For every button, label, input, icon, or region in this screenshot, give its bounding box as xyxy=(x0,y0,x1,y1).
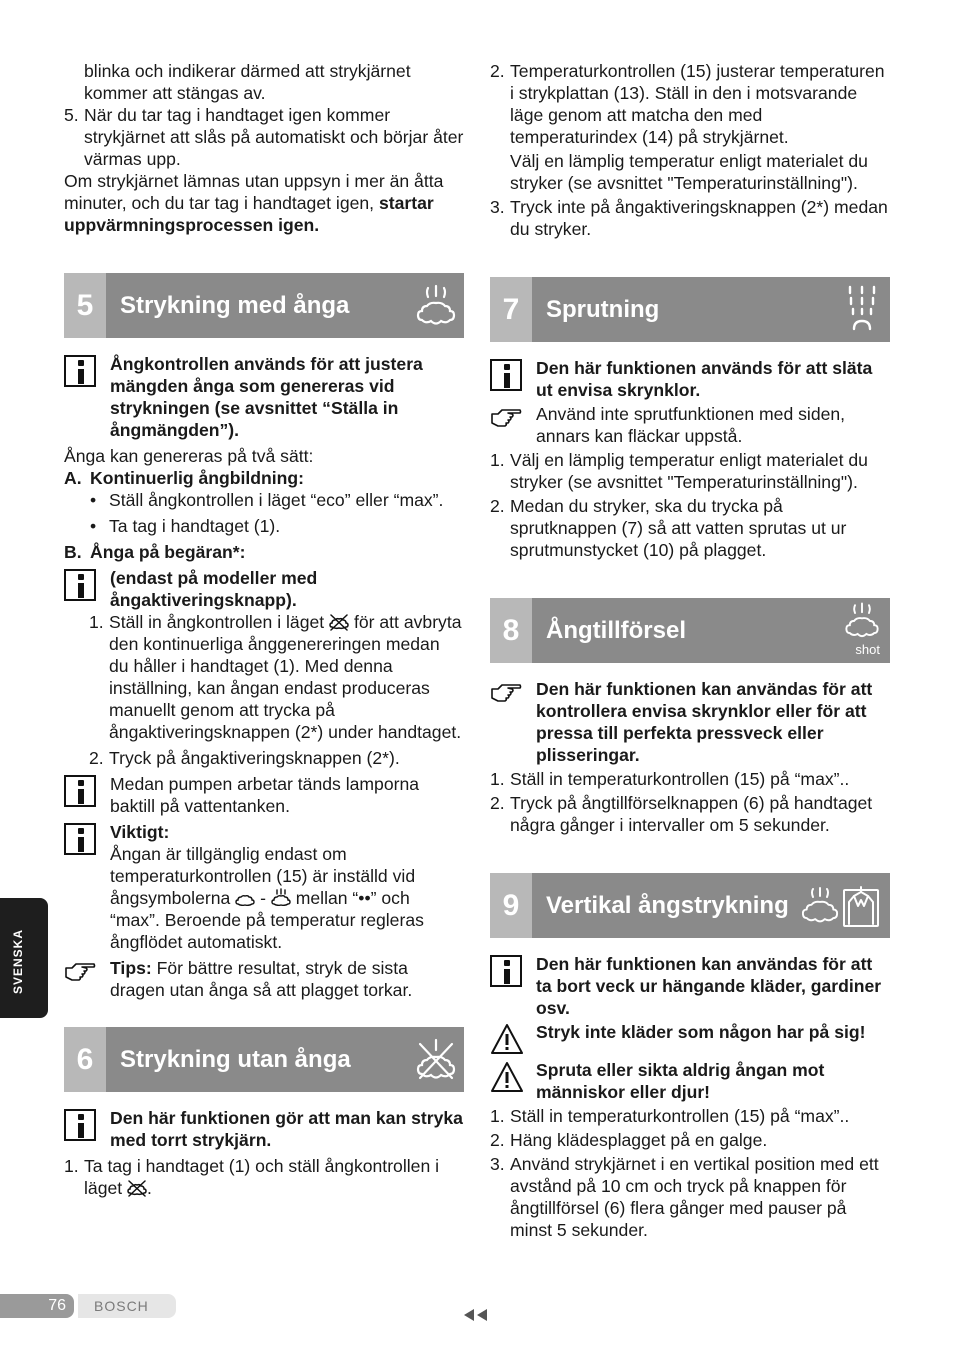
section-header-8 xyxy=(490,598,890,663)
section-header-5 xyxy=(64,273,464,338)
steam-small-icon xyxy=(235,890,255,906)
info-icon xyxy=(64,1109,96,1141)
section-title: Strykning utan ånga xyxy=(120,1046,351,1073)
list-text: Ta tag i handtaget (1) och ställ ångkontrollen i läget xyxy=(84,1156,440,1198)
right-column xyxy=(490,60,890,1241)
list-number: 1. xyxy=(89,612,104,632)
section-number: 6 xyxy=(64,1027,106,1092)
left-column xyxy=(64,60,464,1199)
subheading-letter: B. xyxy=(64,542,82,562)
spray-icon xyxy=(842,283,882,333)
warning-text: Stryk inte kläder som någon har på sig! xyxy=(536,1022,866,1042)
list-number: 2. xyxy=(490,793,505,813)
info-note xyxy=(490,357,890,401)
list-item xyxy=(490,449,890,493)
intro-list-item xyxy=(490,60,890,148)
list-number: 1. xyxy=(490,450,505,470)
info-note xyxy=(64,567,464,611)
note-text: Medan pumpen arbetar tänds lamporna baktill på vattentanken. xyxy=(110,774,420,816)
tip-note xyxy=(490,678,890,766)
info-icon xyxy=(64,823,96,855)
bullet-item xyxy=(64,489,464,511)
tip-text: För bättre resultat, stryk de sista dragen utan ånga så att plagget torkar. xyxy=(110,958,413,1000)
info-note xyxy=(64,821,464,953)
steam-shot-icon xyxy=(842,600,882,640)
list-text: Medan du stryker, ska du trycka på sprutknappen (7) så att vatten sprutas ut ur sprutmunstycket (10) på plagget. xyxy=(510,496,847,560)
pointing-hand-icon xyxy=(490,406,522,428)
brand-label: BOSCH xyxy=(78,1294,176,1318)
info-icon xyxy=(64,355,96,387)
note-text: (endast på modeller med ångaktiveringsknapp). xyxy=(110,568,318,610)
list-text: . xyxy=(147,1178,152,1198)
list-item xyxy=(64,1155,464,1199)
note-text: Ångkontrollen används för att justera mängden ånga som genereras vid strykningen (se avsnittet “Ställa in ångmängden”). xyxy=(110,354,423,440)
intro-continuation: Välj en lämplig temperatur enligt materialet du stryker (se avsnittet "Temperaturinställning"). xyxy=(510,151,868,193)
bullet-dot: • xyxy=(90,516,97,536)
tip-note xyxy=(490,403,890,447)
list-number: 3. xyxy=(490,197,505,217)
list-number: 2. xyxy=(490,61,505,81)
list-item xyxy=(490,1129,890,1151)
note-text: - xyxy=(260,888,266,908)
steam-large-icon xyxy=(271,888,291,906)
note-text: Ångan är tillgänglig endast om temperaturkontrollen (15) är inställd vid ångsymbolerna xyxy=(110,844,416,908)
subheading-b xyxy=(64,541,464,563)
list-text: Temperaturkontrollen (15) justerar temperaturen i strykplattan (13). Ställ in den i motsvarande läge genom att matcha den med temperaturindex (14) på strykjärnet. xyxy=(510,61,885,147)
list-text: Häng klädesplagget på en galge. xyxy=(510,1130,768,1150)
list-text: Använd strykjärnet i en vertikal position med ett avstånd på 10 cm och tryck på knappen för ångtillförsel (6) flera gånger med pauser på minst 5 sekunder. xyxy=(510,1154,879,1240)
list-item xyxy=(64,611,464,743)
list-number: 5. xyxy=(64,105,79,125)
no-steam-icon xyxy=(329,613,349,631)
bullet-text: Ta tag i handtaget (1). xyxy=(109,516,281,536)
list-item xyxy=(490,1105,890,1127)
tip-note xyxy=(64,957,464,1001)
section-title: Strykning med ånga xyxy=(120,292,350,319)
list-number: 2. xyxy=(89,748,104,768)
list-text: Ställ in temperaturkontrollen (15) på “max”.. xyxy=(510,769,850,789)
section-number: 5 xyxy=(64,273,106,338)
back-arrows-icon[interactable] xyxy=(462,1308,490,1322)
bullet-dot: • xyxy=(90,490,97,510)
note-title: Viktigt: xyxy=(110,822,170,842)
info-note xyxy=(64,773,464,817)
no-steam-icon xyxy=(416,1036,456,1082)
paragraph-bold-text: startar uppvärmningsprocessen igen. xyxy=(64,193,434,235)
note-text: Den här funktionen gör att man kan stryka med torrt strykjärn. xyxy=(110,1108,463,1150)
subheading-text: Kontinuerlig ångbildning: xyxy=(90,468,305,488)
paragraph-text: Om strykjärnet lämnas utan uppsyn i mer än åtta minuter, och du tar tag i handtaget igen, xyxy=(64,171,444,213)
pointing-hand-icon xyxy=(490,681,522,703)
list-number: 1. xyxy=(490,769,505,789)
warning-text: Spruta eller sikta aldrig ångan mot människor eller djur! xyxy=(536,1060,825,1102)
info-note xyxy=(64,353,464,441)
info-note xyxy=(490,953,890,1019)
bullet-text: Ställ ångkontrollen i läget “eco” eller “max”. xyxy=(109,490,444,510)
language-label: SVENSKA xyxy=(11,928,25,994)
section-number: 9 xyxy=(490,873,532,938)
note-text: Den här funktionen kan användas för att kontrollera envisa skrynklor eller för att pressa till perfekta pressveck eller plisseringar. xyxy=(536,679,873,765)
info-icon xyxy=(64,775,96,807)
note-text: Den här funktionen kan användas för att ta bort veck ur hängande kläder, gardiner osv. xyxy=(536,954,882,1018)
note-text: mellan “••” och “max”. Beroende på temperatur regleras ångflödet automatiskt. xyxy=(110,888,424,952)
list-text: Ställ in temperaturkontrollen (15) på “max”.. xyxy=(510,1106,850,1126)
section-header-6 xyxy=(64,1027,464,1092)
info-note xyxy=(64,1107,464,1151)
section-header-9 xyxy=(490,873,890,938)
intro-continuation: blinka och indikerar därmed att strykjärnet kommer att stängas av. xyxy=(84,61,411,103)
list-text: När du tar tag i handtaget igen kommer strykjärnet att slås på automatiskt och börjar åter värmas upp. xyxy=(84,105,464,169)
info-icon xyxy=(490,359,522,391)
list-item xyxy=(490,768,890,790)
bullet-item xyxy=(64,515,464,537)
language-side-tab xyxy=(0,898,48,1018)
list-item xyxy=(64,747,464,769)
list-number: 2. xyxy=(490,1130,505,1150)
list-number: 2. xyxy=(490,496,505,516)
intro-paragraph xyxy=(64,170,464,236)
section-number: 7 xyxy=(490,277,532,342)
subheading-a xyxy=(64,467,464,489)
warning-icon xyxy=(490,1023,524,1055)
warning-note xyxy=(490,1059,890,1103)
tip-label: Tips: xyxy=(110,958,152,978)
list-number: 1. xyxy=(490,1106,505,1126)
paragraph: Ånga kan genereras på två sätt: xyxy=(64,446,314,466)
list-text: Välj en lämplig temperatur enligt materialet du stryker (se avsnittet "Temperaturinställning"). xyxy=(510,450,868,492)
section-title: Sprutning xyxy=(546,296,660,323)
list-text: Tryck på ångaktiveringsknappen (2*). xyxy=(109,748,400,768)
page-number: 76 xyxy=(0,1294,74,1318)
intro-list-item xyxy=(490,196,890,240)
list-number: 1. xyxy=(64,1156,79,1176)
list-text: för att avbryta den kontinuerliga ånggenereringen medan du håller i handtaget (1). Med denna inställning, kan ångan endast produceras manuellt genom att trycka på ångaktiveringsknappen (2*) under handtaget. xyxy=(109,612,462,742)
list-text: Tryck inte på ångaktiveringsknappen (2*) medan du stryker. xyxy=(510,197,888,239)
shot-label: shot xyxy=(855,642,880,657)
list-number: 3. xyxy=(490,1154,505,1174)
list-text: Tryck på ångtillförselknappen (6) på handtaget några gånger i intervaller om 5 sekunder. xyxy=(510,793,873,835)
list-item xyxy=(490,792,890,836)
warning-note xyxy=(490,1021,890,1057)
warning-icon xyxy=(490,1061,524,1093)
subheading-letter: A. xyxy=(64,468,82,488)
no-steam-icon xyxy=(127,1179,147,1197)
note-text: Den här funktionen används för att släta ut envisa skrynklor. xyxy=(536,358,873,400)
section-number: 8 xyxy=(490,598,532,663)
note-text: Använd inte sprutfunktionen med siden, annars kan fläckar uppstå. xyxy=(536,404,846,446)
list-item xyxy=(490,495,890,561)
list-item xyxy=(490,1153,890,1241)
section-title: Ångtillförsel xyxy=(546,617,687,644)
list-text: Ställ in ångkontrollen i läget xyxy=(109,612,325,632)
info-icon xyxy=(490,955,522,987)
pointing-hand-icon xyxy=(64,960,96,982)
info-icon xyxy=(64,569,96,601)
steam-icon xyxy=(416,282,456,328)
subheading-text: Ånga på begäran*: xyxy=(90,542,246,562)
vertical-steam-icon xyxy=(802,882,882,928)
intro-list-item xyxy=(64,104,464,170)
section-header-7 xyxy=(490,277,890,342)
section-title: Vertikal ångstrykning xyxy=(546,892,789,919)
